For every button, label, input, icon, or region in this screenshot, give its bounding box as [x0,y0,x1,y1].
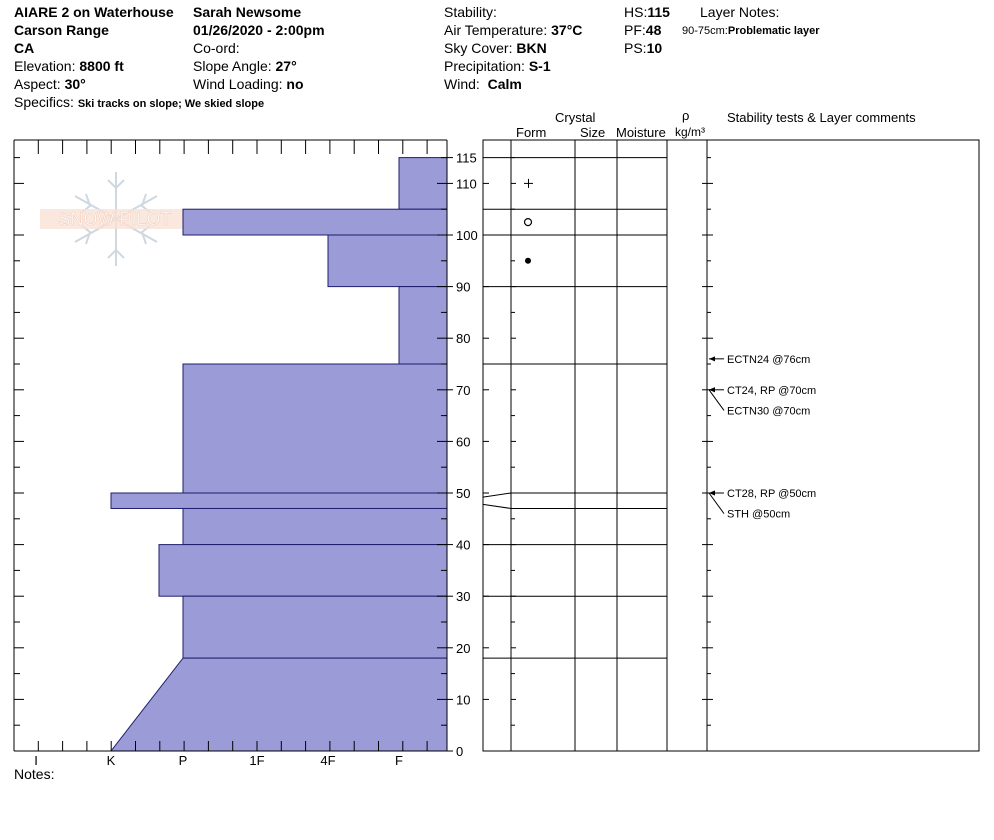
grain-form-symbol [525,219,532,226]
stability-test-label: ECTN30 @70cm [727,405,811,418]
x-tick-label: I [34,753,38,768]
stability-test-label: CT24, RP @70cm [727,384,817,397]
logo-text: SNOW PILOT [58,209,172,229]
test-pointer-arrow [709,356,715,361]
hardness-layer [183,596,447,658]
observation-datetime: 01/26/2020 - 2:00pm [193,22,325,38]
depth-tick-label: 0 [456,744,464,759]
layer-notes-label: Layer Notes: [700,4,780,20]
stability-test-label: CT28, RP @50cm [727,488,817,500]
hardness-layer [183,209,447,235]
hardness-layer [399,287,447,364]
air-temperature-field: Air Temperature: 37°C [444,22,583,38]
x-tick-label: F [395,753,403,768]
x-tick-label: K [106,753,116,768]
depth-tick-label: 90 [456,279,471,295]
crystal-header: Crystal [555,110,596,125]
size-header: Size [580,125,606,140]
form-header: Form [516,125,547,140]
elevation-field: Elevation: 8800 ft [14,58,124,74]
depth-tick-label: 70 [456,382,471,398]
pf-field: PF:48 [624,22,662,38]
x-tick-label: 4F [320,753,336,768]
sky-cover-field: Sky Cover: BKN [444,40,547,56]
hardness-layer [111,658,447,751]
stability-field: Stability: [444,4,497,20]
x-tick-label: P [178,753,188,768]
depth-tick-label: 100 [456,228,478,243]
hardness-layer [183,508,447,544]
state-name: CA [14,40,35,56]
wind-field: Wind: Calm [444,76,522,92]
test-pointer-line [709,390,724,411]
hardness-layer [183,364,447,493]
snowpilot-logo [40,172,190,266]
stability-test-label: STH @50cm [727,508,791,521]
observer-name: Sarah Newsome [193,4,302,20]
moisture-header: Moisture [616,125,666,140]
depth-tick-label: 30 [456,589,471,605]
hardness-layer [159,545,447,597]
range-name: Carson Range [14,22,109,38]
depth-tick-label: 40 [456,537,471,553]
depth-tick-label: 20 [456,640,471,656]
grain-form-symbol [525,258,531,264]
layer-note: 90-75cm:Problematic layer [682,25,820,37]
depth-tick-label: 60 [456,434,471,450]
specifics-field: Specifics: Ski tracks on slope; We skied slope [14,94,265,110]
precipitation-field: Precipitation: S-1 [444,58,551,74]
test-pointer-line [709,493,724,514]
depth-tick-label: 115 [456,150,477,166]
slope-angle-field: Slope Angle: 27° [193,58,297,74]
depth-tick-label: 10 [456,692,471,708]
x-tick-label: 1F [249,753,265,768]
ps-field: PS:10 [624,40,663,56]
coord-field: Co-ord: [193,40,240,56]
layer-boundary-connector [483,504,511,508]
depth-tick-label: 110 [456,176,477,192]
location-name: AIARE 2 on Waterhouse [14,4,174,20]
layer-boundary-connector [483,493,511,497]
stability-tests-header: Stability tests & Layer comments [727,110,916,125]
density-symbol-header: ρ [682,108,690,123]
density-unit-header: kg/m³ [675,125,705,139]
stability-test-label: ECTN24 @76cm [727,353,811,366]
layer-table-frame [483,140,979,751]
hardness-layer [328,235,447,287]
depth-tick-label: 80 [456,331,471,347]
hs-field: HS:115 [624,4,670,20]
wind-loading-field: Wind Loading: no [193,76,304,92]
notes-label: Notes: [14,766,55,782]
depth-tick-label: 50 [456,486,471,501]
hardness-layer [111,493,447,508]
aspect-field: Aspect: 30° [14,76,86,92]
